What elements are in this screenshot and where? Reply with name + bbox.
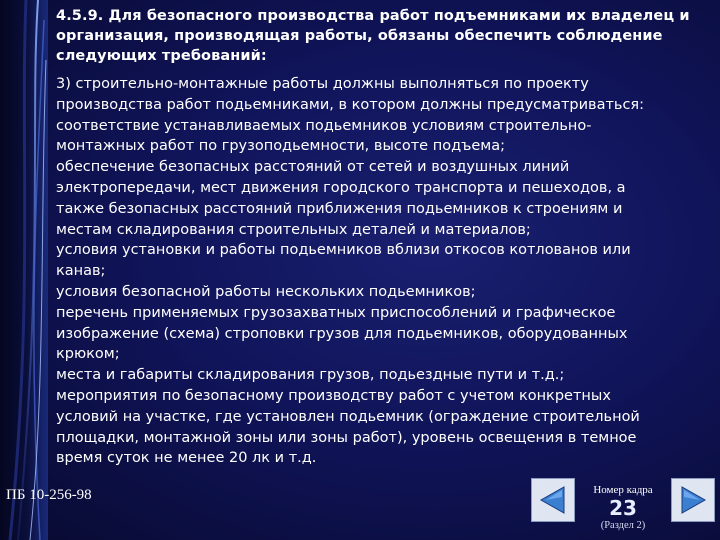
body-line: обеспечение безопасных расстояний от сетей и воздушных линий xyxy=(56,159,570,176)
body-line: канав; xyxy=(56,263,106,280)
body-line: мероприятия по безопасному производству работ с учетом конкретных xyxy=(56,387,611,404)
decorative-left-bar xyxy=(0,0,48,540)
prev-slide-button[interactable] xyxy=(531,478,575,522)
document-code: ПБ 10-256-98 xyxy=(6,487,92,503)
body-line: также безопасных расстояний приближения подьемников к строениям и xyxy=(56,200,623,217)
slide-body xyxy=(56,74,706,469)
body-line: изображение (схема) строповки грузов для подьемников, оборудованных xyxy=(56,325,628,342)
body-line: условия установки и работы подьемников вблизи откосов котлованов или xyxy=(56,242,631,259)
frame-label: Номер кадра xyxy=(593,484,653,496)
next-slide-button[interactable] xyxy=(671,478,715,522)
body-line: условия безопасной работы нескольких подьемников; xyxy=(56,283,476,300)
body-line: перечень применяемых грузозахватных приспособлений и графическое xyxy=(56,304,616,321)
section-label: (Раздел 2) xyxy=(600,520,646,531)
slide-title: 4.5.9. Для безопасного производства работ подъемниками их владелец и организация, производящая работы, обязаны обеспечить соблюдение следующих требований: xyxy=(56,8,690,64)
body-line: 3) строительно-монтажные работы должны выполняться по проекту xyxy=(56,76,589,92)
frame-info xyxy=(580,484,666,532)
body-line: монтажных работ по грузоподьемности, высоте подъема; xyxy=(56,138,505,155)
body-line: местам складирования строительных деталей и материалов; xyxy=(56,221,531,238)
body-line: электропередачи, мест движения городского транспорта и пешеходов, а xyxy=(56,179,626,196)
body-line: площадки, монтажной зоны или зоны работ), уровень освещения в темное xyxy=(56,429,637,446)
body-line: места и габариты складирования грузов, подьездные пути и т.д.; xyxy=(56,367,565,384)
body-line: крюком; xyxy=(56,346,120,363)
slide-content xyxy=(56,6,706,469)
body-line: соответствие устанавливаемых подьемников условиям строительно- xyxy=(56,117,592,134)
body-line: производства работ подьемниками, в котором должны предусматриваться: xyxy=(56,96,645,113)
triangle-right-icon xyxy=(672,479,714,521)
frame-number: 23 xyxy=(609,496,637,520)
triangle-left-icon xyxy=(532,479,574,521)
body-line: условий на участке, где установлен подьемник (ограждение строительной xyxy=(56,408,640,425)
decorative-streaks-icon xyxy=(0,0,48,540)
body-line: время суток не менее 20 лк и т.д. xyxy=(56,450,317,467)
